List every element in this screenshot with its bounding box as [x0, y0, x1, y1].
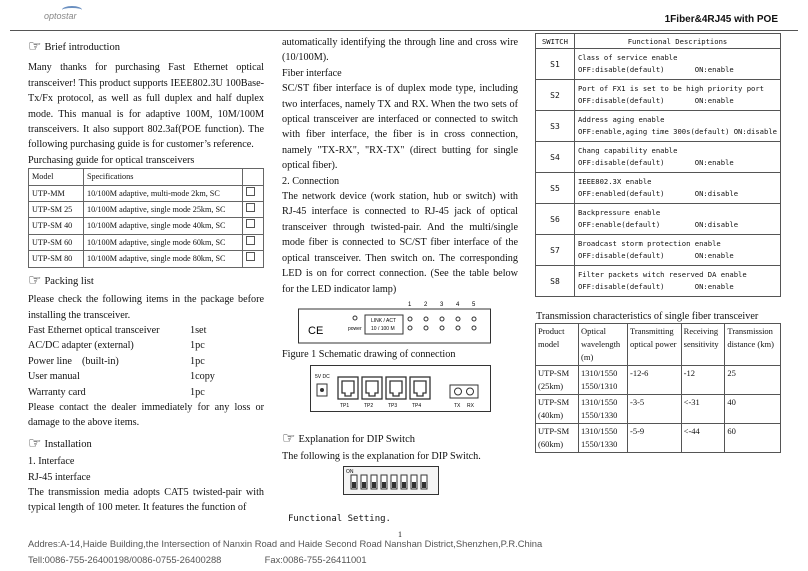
footer-address: Addres:A-14,Haide Building,the Intersection of Nanxin Road and Haide Second Road Nanshan District,Shenzhen,P.R.China — [28, 538, 543, 549]
speed-label: 10 / 100 M — [371, 326, 395, 332]
port-label: TP4 — [412, 403, 422, 409]
port-number-label: 1 — [408, 302, 412, 308]
table-header-cell: Functional Descriptions — [574, 34, 780, 49]
table-header-row — [536, 324, 781, 366]
fiber-interface-heading: Fiber interface — [282, 67, 342, 79]
table-cell: UTP-SM 25 — [29, 202, 84, 218]
switch-table — [535, 33, 781, 297]
interface-continued-text: automatically identifying the through line and cross wire (10/100M). — [282, 37, 518, 64]
packing-list-heading: ☞ Packing list — [28, 272, 94, 289]
led-indicators — [408, 317, 476, 330]
table-row: S2 Port of FX1 is set to be high priority port OFF:disable(default) ON:enable — [536, 80, 781, 111]
page-header-title: 1Fiber&4RJ45 with POE — [664, 14, 778, 25]
table-row: S8 Filter packets witch reserved DA enable OFF:disable(default) ON:enable — [536, 266, 781, 297]
logo-text: optostar — [44, 11, 77, 21]
brief-intro-heading: ☞ Brief introduction — [28, 39, 120, 55]
table-cell: 10/100M adaptive, single mode 40km, SC — [84, 218, 243, 234]
purchasing-guide-table — [28, 168, 264, 267]
table-row — [29, 251, 264, 267]
table-header-cell: Optical wavelength (m) — [579, 324, 628, 366]
table-cell: 10/100M adaptive, single mode 60km, SC — [84, 234, 243, 250]
front-panel-diagram — [298, 298, 498, 346]
footer-contact — [28, 552, 542, 568]
fiber-interface-text: SC/ST fiber interface is of duplex mode type, including two interfaces, namely TX and RX. When the two sets of optical transceiver are interfaced or connected to switch with fiber interface, the fiber is in cross connection, namely "TX-RX", "RX-TX" (direct butting for single optical fiber). — [282, 83, 518, 172]
dip-section — [282, 432, 518, 465]
table-row: UTP-SM (60km) 1310/1550 1550/1330 -5-9 <-44 60 — [536, 424, 781, 453]
table-row: S4 Chang capability enable OFF:disable(default) ON:enable — [536, 142, 781, 173]
pointing-hand-icon: ☞ — [28, 272, 42, 289]
table-header-cell: SWITCH — [536, 34, 575, 49]
dip-on-label: ON — [346, 469, 354, 475]
packing-item: Power line (built-in) 1pc — [28, 355, 205, 367]
table-cell: UTP-MM — [29, 185, 84, 201]
rx-label: RX — [467, 403, 474, 409]
table-row — [29, 234, 264, 250]
dip-heading: ☞ Explanation for DIP Switch — [282, 431, 416, 447]
dip-switch-diagram — [343, 466, 439, 496]
packing-item: Warranty card 1pc — [28, 386, 205, 398]
connection-text: The network device (work station, hub or switch) with RJ-45 interface is connected to RJ-45 jack of optical transceiver through twisted-pair. And the multi/single mode fiber is connected to SC/ST fiber interface of the optical transceiver. Then switch on. The corresponding LED is on for correct connection. (See the table below for the LED indicator lamp) — [282, 191, 518, 295]
checkbox-icon[interactable] — [246, 236, 255, 245]
rj45-heading: RJ-45 interface — [28, 471, 91, 483]
table-header-cell: Model — [29, 169, 84, 185]
footer-fax: Fax:0086-755-26411001 — [264, 554, 367, 565]
pointing-hand-icon: ☞ — [28, 435, 42, 452]
pointing-hand-icon: ☞ — [282, 431, 296, 447]
checkbox-icon[interactable] — [246, 187, 255, 196]
port-label: TP2 — [364, 403, 374, 409]
ce-mark: CE — [308, 325, 324, 337]
checkbox-icon[interactable] — [246, 203, 255, 212]
column-1 — [28, 40, 264, 516]
functional-setting-label: Functional Setting. — [288, 514, 391, 524]
packing-item: User manual 1copy — [28, 371, 215, 383]
dip-text: The following is the explanation for DIP Switch. — [282, 451, 481, 463]
interface-heading: 1. Interface — [28, 456, 75, 468]
connection-heading: 2. Connection — [282, 175, 340, 187]
table-cell: 10/100M adaptive, multi-mode 2km, SC — [84, 185, 243, 201]
figure-caption: Figure 1 Schematic drawing of connection — [282, 349, 456, 360]
power-label: power — [348, 326, 362, 332]
link-act-label: LINK / ACT — [371, 318, 397, 324]
table-cell: 10/100M adaptive, single mode 25km, SC — [84, 202, 243, 218]
company-logo — [40, 6, 88, 30]
tx-label: TX — [454, 403, 461, 409]
checkbox-icon[interactable] — [246, 252, 255, 261]
table-row: S5 IEEE802.3X enable OFF:enabled(default) ON:disable — [536, 173, 781, 204]
table-header-row — [29, 169, 264, 185]
table-cell: UTP-SM 40 — [29, 218, 84, 234]
table-header-cell: Transmission distance (km) — [725, 324, 781, 366]
rj45-ports — [338, 377, 430, 399]
table-row: UTP-SM (25km) 1310/1550 1550/1310 -12-6 -12 25 — [536, 366, 781, 395]
packing-item: Fast Ethernet optical transceiver 1set — [28, 324, 207, 336]
table-row: S7 Broadcast storm protection enable OFF:disable(default) ON:enable — [536, 235, 781, 266]
dc-label: 5V DC — [315, 374, 330, 380]
table-header-cell: Product model — [536, 324, 579, 366]
table-row: S1 Class of service enable OFF:disable(default) ON:enable — [536, 49, 781, 80]
table-row: S3 Address aging enable OFF:enable,aging time 300s(default) ON:disable — [536, 111, 781, 142]
table-row: UTP-SM (40km) 1310/1550 1550/1330 -3-5 <-31 40 — [536, 395, 781, 424]
purchasing-guide-title: Purchasing guide for optical transceivers — [28, 154, 195, 166]
pointing-hand-icon: ☞ — [28, 39, 42, 55]
power-led-icon — [353, 316, 357, 320]
table-row — [29, 202, 264, 218]
transmission-table — [535, 323, 781, 453]
back-panel-diagram — [310, 365, 495, 417]
table-row — [29, 218, 264, 234]
packing-note: Please contact the dealer immediately for any loss or damage to the above items. — [28, 401, 264, 429]
table-header-cell: Transmitting optical power — [628, 324, 682, 366]
header-divider — [10, 30, 798, 31]
port-label: TP1 — [340, 403, 350, 409]
port-number-label: 5 — [472, 302, 476, 308]
footer — [28, 536, 542, 568]
page-number: 1 — [398, 530, 402, 539]
column-2 — [282, 35, 518, 297]
footer-tel: Tell:0086-755-26400198/0086-0755-26400288 — [28, 554, 222, 565]
table-cell: 10/100M adaptive, single mode 80km, SC — [84, 251, 243, 267]
table-row — [29, 185, 264, 201]
packing-intro: Please check the following items in the package before installing the transceiver. — [28, 294, 264, 321]
port-number-label: 2 — [424, 302, 428, 308]
table-cell: UTP-SM 80 — [29, 251, 84, 267]
installation-heading: ☞ Installation — [28, 435, 92, 452]
brief-intro-text: Many thanks for purchasing Fast Ethernet optical transceiver! This product supports IEEE802.3U 100Base-Tx/Fx protocol, as well as full duplex and half duplex mode. This manual is for adaptive 100M, 10M/100M transceivers. It also support 802.3af(POE function). The following purchasing guide is for customer’s reference. — [28, 62, 264, 151]
port-number-label: 3 — [440, 302, 444, 308]
table-cell: UTP-SM 60 — [29, 234, 84, 250]
table-row: S6 Backpressure enable OFF:enable(default) ON:disable — [536, 204, 781, 235]
table-header-row — [536, 34, 781, 49]
checkbox-icon[interactable] — [246, 219, 255, 228]
table-header-cell: Receiving sensitivity — [681, 324, 725, 366]
transmission-title: Transmission characteristics of single fiber transceiver — [536, 311, 759, 322]
rj45-text: The transmission media adopts CAT5 twisted-pair with typical length of 100 meter. It features the function of — [28, 486, 264, 514]
table-header-cell: Specifications — [84, 169, 243, 185]
port-label: TP3 — [388, 403, 398, 409]
port-number-label: 4 — [456, 302, 460, 308]
packing-item: AC/DC adapter (external) 1pc — [28, 340, 205, 352]
